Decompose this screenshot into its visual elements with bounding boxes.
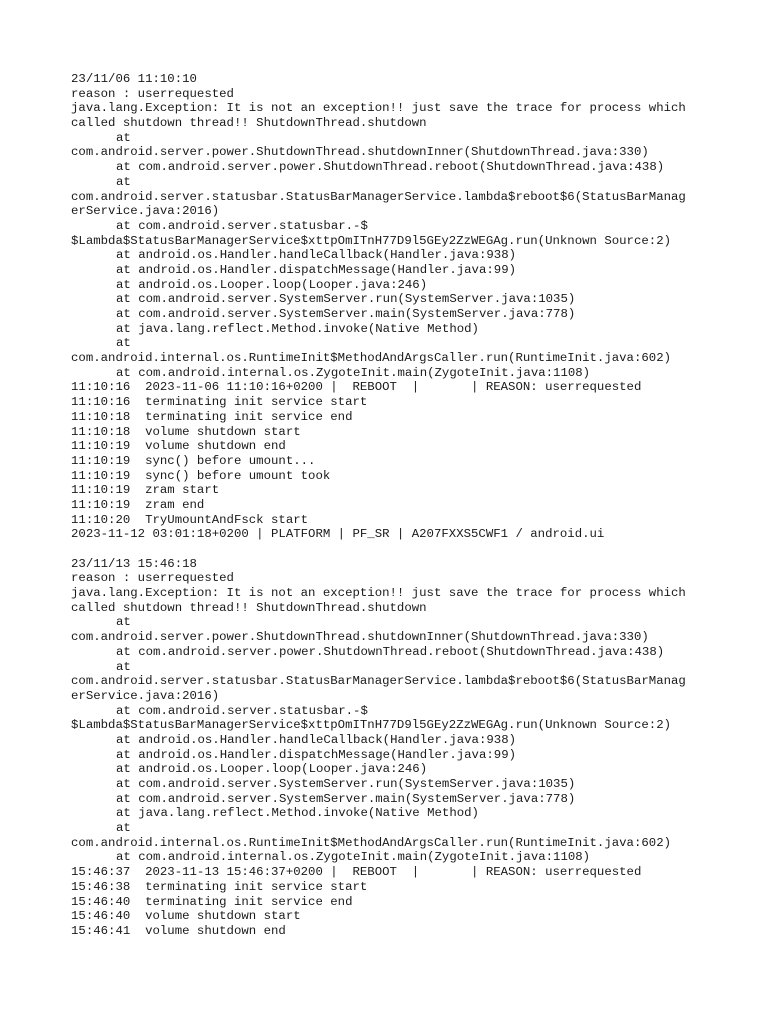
shutdown-event: 15:46:40 volume shutdown start: [71, 909, 301, 924]
shutdown-event: 15:46:41 volume shutdown end: [71, 923, 286, 938]
shutdown-event: 11:10:19 sync() before umount...: [71, 453, 316, 468]
stack-frame: com.android.server.power.ShutdownThread.shutdownInner(ShutdownThread.java:330): [71, 630, 649, 645]
shutdown-event: 11:10:16 terminating init service start: [71, 395, 368, 410]
shutdown-event: 11:10:19 volume shutdown end: [71, 439, 286, 454]
stack-frame: at android.os.Handler.handleCallback(Handler.java:938): [116, 732, 517, 747]
shutdown-event: 15:46:40 terminating init service end: [71, 894, 353, 909]
stack-frame: at com.android.server.statusbar.-$: [116, 703, 368, 718]
stack-frame: at: [116, 336, 131, 351]
stack-frame: at java.lang.reflect.Method.invoke(Native Method): [116, 806, 479, 821]
stack-frame: at android.os.Looper.loop(Looper.java:246): [116, 762, 428, 777]
stack-frame: at com.android.internal.os.ZygoteInit.main(ZygoteInit.java:1108): [116, 850, 591, 865]
stack-frame: at com.android.internal.os.ZygoteInit.main(ZygoteInit.java:1108): [116, 365, 591, 380]
stack-frame: at com.android.server.SystemServer.run(SystemServer.java:1035): [116, 292, 576, 307]
stack-frame: at com.android.server.statusbar.-$: [116, 218, 368, 233]
exception-line: called shutdown thread!! ShutdownThread.shutdown: [71, 116, 427, 131]
reboot-line: 11:10:16 2023-11-06 11:10:16+0200 | REBOOT | | REASON: userrequested: [71, 380, 642, 395]
stack-frame: erService.java:2016): [71, 688, 220, 703]
stack-frame: at com.android.server.SystemServer.main(SystemServer.java:778): [116, 791, 576, 806]
exception-line: java.lang.Exception: It is not an exception!! just save the trace for process which: [71, 586, 686, 601]
log-entry-2: [71, 557, 711, 939]
stack-frame: at: [116, 130, 131, 145]
stack-frame: at android.os.Handler.dispatchMessage(Handler.java:99): [116, 262, 517, 277]
entry-timestamp: 23/11/13 15:46:18: [71, 556, 197, 571]
entry-separator: [71, 542, 711, 557]
shutdown-event: 11:10:19 sync() before umount took: [71, 468, 331, 483]
stack-frame: at android.os.Looper.loop(Looper.java:246): [116, 277, 428, 292]
stack-frame: com.android.internal.os.RuntimeInit$MethodAndArgsCaller.run(RuntimeInit.java:602): [71, 835, 672, 850]
log-document: [71, 72, 711, 939]
stack-frame: at: [116, 659, 131, 674]
log-entry-1: [71, 72, 711, 542]
stack-frame: at: [116, 174, 131, 189]
stack-frame: com.android.server.power.ShutdownThread.shutdownInner(ShutdownThread.java:330): [71, 145, 649, 160]
stack-frame: $Lambda$StatusBarManagerService$xttpOmITnH77D9l5GEy2ZzWEGAg.run(Unknown Source:2): [71, 233, 672, 248]
shutdown-event: 11:10:20 TryUmountAndFsck start: [71, 512, 309, 527]
stack-frame: com.android.server.statusbar.StatusBarManagerService.lambda$reboot$6(StatusBarManag: [71, 189, 686, 204]
reason-line: reason : userrequested: [71, 86, 234, 101]
shutdown-event: 11:10:18 volume shutdown start: [71, 424, 301, 439]
stack-frame: at: [116, 821, 131, 836]
shutdown-event: 11:10:18 terminating init service end: [71, 409, 353, 424]
stack-frame: at com.android.server.SystemServer.main(SystemServer.java:778): [116, 307, 576, 321]
stack-frame: at: [116, 615, 131, 630]
stack-frame: $Lambda$StatusBarManagerService$xttpOmITnH77D9l5GEy2ZzWEGAg.run(Unknown Source:2): [71, 718, 672, 733]
shutdown-event: 11:10:19 zram start: [71, 483, 220, 498]
stack-frame: at com.android.server.power.ShutdownThread.reboot(ShutdownThread.java:438): [116, 160, 665, 175]
shutdown-event: 15:46:38 terminating init service start: [71, 879, 368, 894]
stack-frame: at com.android.server.SystemServer.run(SystemServer.java:1035): [116, 777, 576, 791]
stack-frame: at android.os.Handler.dispatchMessage(Handler.java:99): [116, 747, 517, 762]
exception-line: called shutdown thread!! ShutdownThread.shutdown: [71, 600, 427, 615]
exception-line: java.lang.Exception: It is not an exception!! just save the trace for process which: [71, 101, 686, 116]
stack-frame: at com.android.server.power.ShutdownThread.reboot(ShutdownThread.java:438): [116, 644, 665, 659]
platform-line: 2023-11-12 03:01:18+0200 | PLATFORM | PF_SR | A207FXXS5CWF1 / android.ui: [71, 527, 605, 542]
shutdown-event: 11:10:19 zram end: [71, 497, 205, 512]
stack-frame: at android.os.Handler.handleCallback(Handler.java:938): [116, 248, 517, 263]
stack-frame: at java.lang.reflect.Method.invoke(Native Method): [116, 321, 479, 336]
stack-frame: com.android.internal.os.RuntimeInit$MethodAndArgsCaller.run(RuntimeInit.java:602): [71, 351, 672, 366]
entry-timestamp: 23/11/06 11:10:10: [71, 72, 197, 86]
stack-frame: erService.java:2016): [71, 204, 220, 219]
reboot-line: 15:46:37 2023-11-13 15:46:37+0200 | REBOOT | | REASON: userrequested: [71, 865, 642, 880]
stack-frame: com.android.server.statusbar.StatusBarManagerService.lambda$reboot$6(StatusBarManag: [71, 674, 686, 689]
reason-line: reason : userrequested: [71, 571, 234, 586]
